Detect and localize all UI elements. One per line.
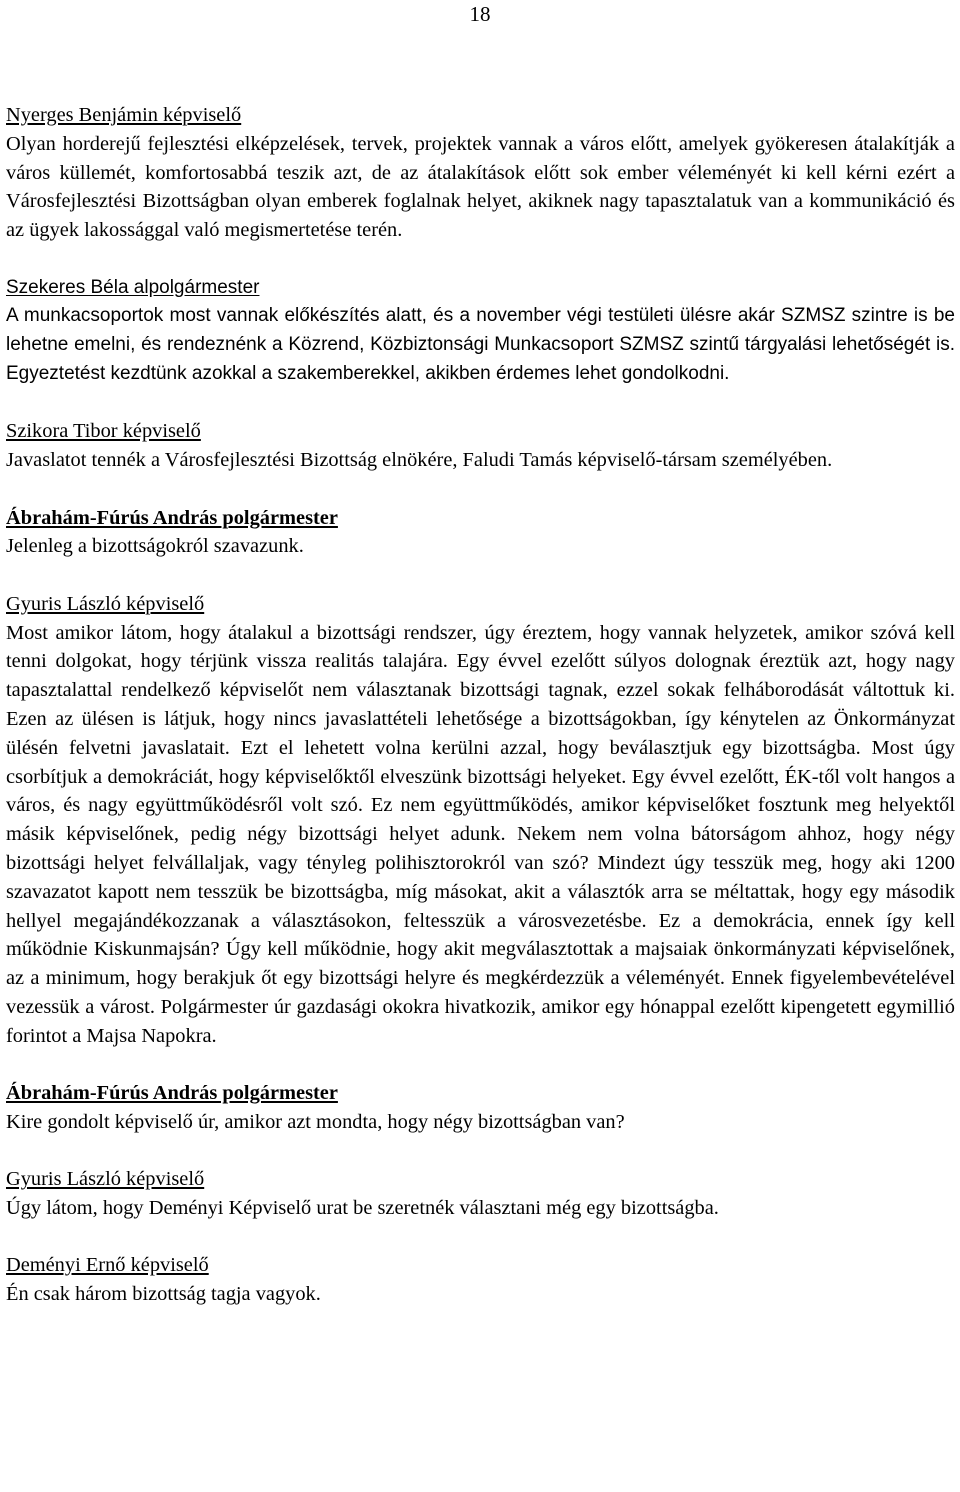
speaker-name: Ábrahám-Fúrús András polgármester <box>6 506 338 529</box>
speaker-name: Gyuris László képviselő <box>6 592 205 615</box>
speech-text: Javaslatot tennék a Városfejlesztési Bizottság elnökére, Faludi Tamás képviselő-társam személyében. <box>6 449 833 472</box>
speech-block <box>6 417 955 475</box>
speech-block <box>6 1251 955 1309</box>
minutes-content <box>6 101 955 1338</box>
page-number: 18 <box>469 2 491 26</box>
speech-block <box>6 590 955 1051</box>
speaker-name: Szikora Tibor képviselő <box>6 420 201 443</box>
speaker-name: Nyerges Benjámin képviselő <box>6 104 242 126</box>
speaker-name: Deményi Ernő képviselő <box>6 1254 209 1277</box>
speech-block <box>6 101 955 245</box>
speech-text: Én csak három bizottság tagja vagyok. <box>6 1283 321 1306</box>
speech-text: Kire gondolt képviselő úr, amikor azt mondta, hogy négy bizottságban van? <box>6 1110 625 1133</box>
speech-text: Olyan horderejű fejlesztési elképzelések, tervek, projektek vannak a város előtt, amelyek gyökeresen átalakítják a város küllemét, komfortosabbá teszik azt, de az átalakítások előtt sok ember véleményét ki kell kérni ezért a Városfejlesztési Bizottságban olyan emberek foglalnak helyet, akiknek nagy tapasztalatuk van a kommunikáció és az ügyek lakossággal való megismertetése terén. <box>6 132 955 242</box>
speech-block <box>6 504 955 562</box>
speech-block <box>6 274 955 389</box>
speech-text: Most amikor látom, hogy átalakul a bizottsági rendszer, úgy éreztem, hogy vannak helyzetek, amikor szóvá kell tenni dolgokat, hogy térjünk vissza realitás talajára. Egy évvel ezelőtt súlyos dolognak éreztük azt, hogy nagy tapasztalattal rendelkező képviselőt nem választanak bizottsági tagnak, ezzel sokak felháborodását váltottuk ki. Ezen az ülésen is látjuk, hogy nincs javaslattételi lehetősége a bizottságokban, így kénytelen az Önkormányzat ülésén felvetni javaslatait. Ezt el lehetett volna kerülni azzal, hogy beválasztjuk egy bizottságba. Most úgy csorbítjuk a demokráciát, hogy képviselőktől elveszünk bizottsági helyeket. Egy évvel ezelőtt, ÉK-től volt hangos a város, és nagy együttműködésről volt szó. Ez nem együttműködés, amikor képviselőket fosztunk meg helyektől másik képviselőnek, pedig négy bizottsági helyet adunk. Nekem nem volna bátorságom ahhoz, hogy négy bizottsági helyet felvállaljak, vagy tényleg polihisztorokról van szó? Mindezt úgy tesszük meg, hogy aki 1200 szavazatot kapott nem tesszük be bizottságba, míg másokat, akit a választók arra se méltattak, hogy egy második hellyel megajándékozzanak a választásokon, feltesszük a városvezetésbe. Ez a demokrácia, ennek így kell működnie Kiskunmajsán? Úgy kell működnie, hogy akit megválasztottak a majsaiak önkormányzati képviselőnek, az a minimum, hogy berakjuk őt egy bizottsági helyre és megkérdezzük a véleményét. Ennek figyelembevételével vezessük a várost. Polgármester úr gazdasági okokra hivatkozik, amikor egy hónappal ezelőtt kipengetett egymillió forintot a Majsa Napokra. <box>6 621 955 1047</box>
speaker-name: Szekeres Béla alpolgármester <box>6 276 260 298</box>
speaker-name: Ábrahám-Fúrús András polgármester <box>6 1082 338 1105</box>
speech-text: Úgy látom, hogy Deményi Képviselő urat be szeretnék választani még egy bizottságba. <box>6 1197 719 1220</box>
speech-text: A munkacsoportok most vannak előkészítés alatt, és a november végi testületi ülésre akár SZMSZ szintre is be lehetne emelni, és rendeznénk a Közrend, Közbiztonsági Munkacsoport SZMSZ szintű tárgyalási lehetőségét is. Egyeztetést kezdtünk azokkal a szakemberekkel, akikben érdemes lehet gondolkodni. <box>6 305 955 384</box>
speech-block <box>6 1165 955 1223</box>
speech-block <box>6 1079 955 1137</box>
speaker-name: Gyuris László képviselő <box>6 1168 205 1191</box>
speech-text: Jelenleg a bizottságokról szavazunk. <box>6 535 304 558</box>
